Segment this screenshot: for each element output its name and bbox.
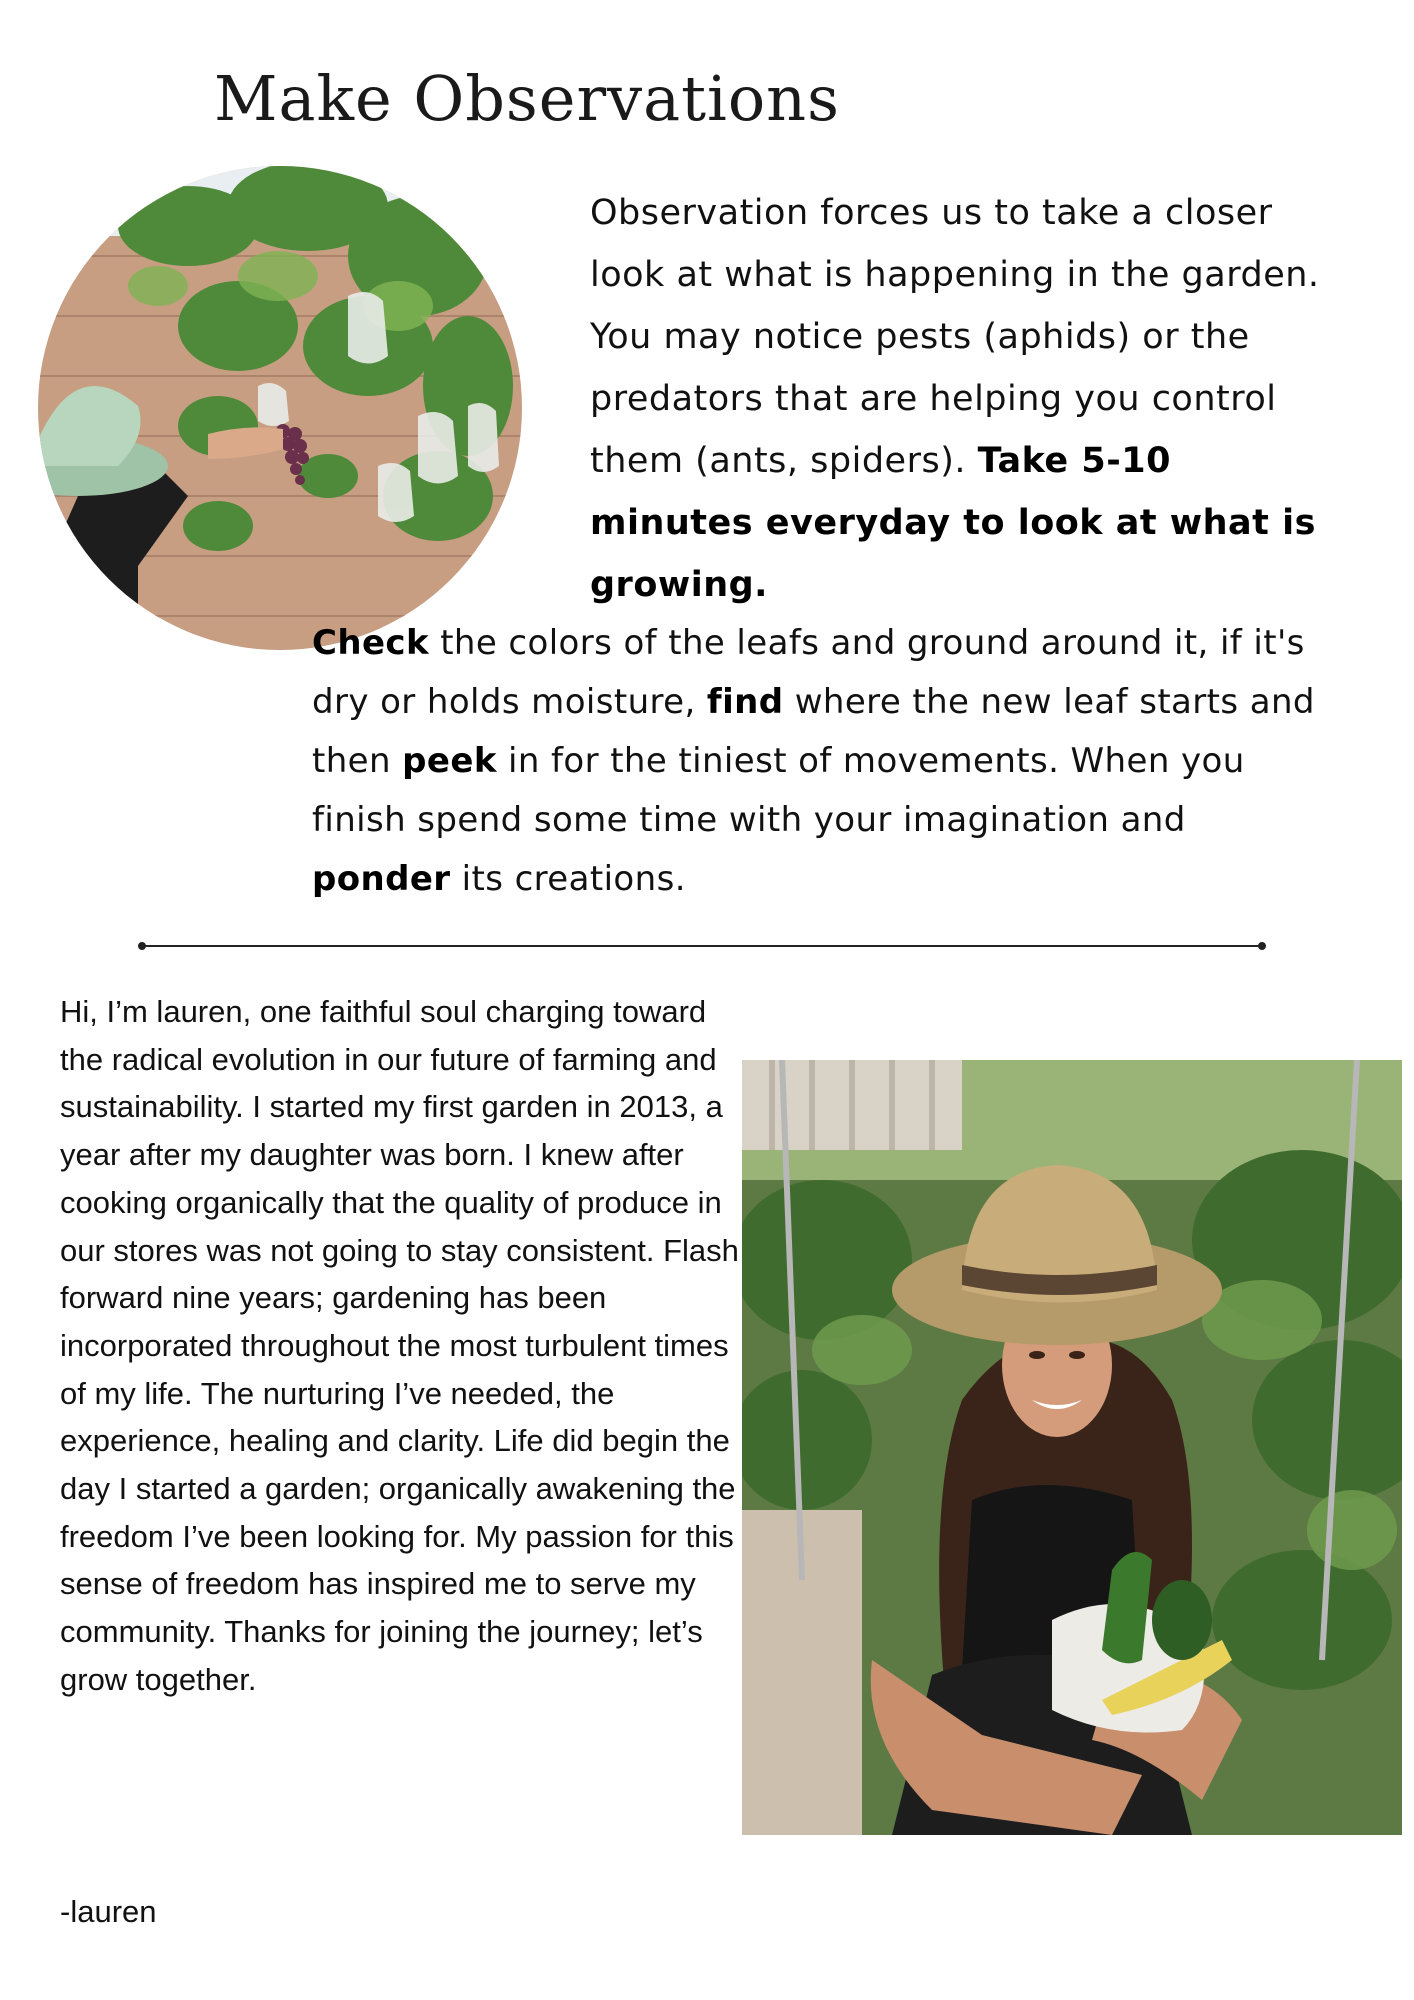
observation-emphasis: Take 5-10 minutes everyday to look at what is growing.	[590, 441, 1316, 605]
section-divider	[142, 945, 1262, 947]
author-portrait-photo	[742, 1060, 1402, 1835]
check-text-3: in for the tiniest of movements. When you finish spend some time with your imagination and	[312, 741, 1245, 840]
bio-paragraph: Hi, I’m lauren, one faithful soul charging toward the radical evolution in our future of farming and sustainability. I started my first garden in 2013, a year after my daughter was born. I knew after cooking organically that the quality of produce in our stores was not going to stay consistent. Flash forward nine years; gardening has been incorporated throughout the most turbulent times of my life. The nurturing I’ve needed, the experience, healing and clarity. Life did begin the day I started a garden; organically awakening the freedom I’ve been looking for. My passion for this sense of freedom has inspired me to serve my community. Thanks for joining the journey; let’s grow together.	[60, 994, 739, 1697]
check-text-1: the colors of the leafs and ground around it, if it's dry or holds moisture,	[312, 623, 1305, 722]
garden-grapes-photo	[38, 166, 522, 650]
keyword-find: find	[706, 682, 784, 722]
check-text-4: its creations.	[450, 859, 686, 899]
keyword-check: Check	[312, 623, 429, 663]
check-text-2: where the new leaf starts and then	[312, 682, 1315, 781]
signature: -lauren	[60, 1894, 157, 1929]
check-paragraph	[312, 614, 1332, 909]
observation-intro: Observation forces us to take a closer look at what is happening in the garden. You may notice pests (aphids) or the predators that are helping you control them (ants, spiders).	[590, 193, 1320, 481]
keyword-peek: peek	[402, 741, 497, 781]
page-title: Make Observations	[214, 62, 840, 135]
keyword-ponder: ponder	[312, 859, 451, 899]
observation-paragraph	[590, 182, 1320, 616]
